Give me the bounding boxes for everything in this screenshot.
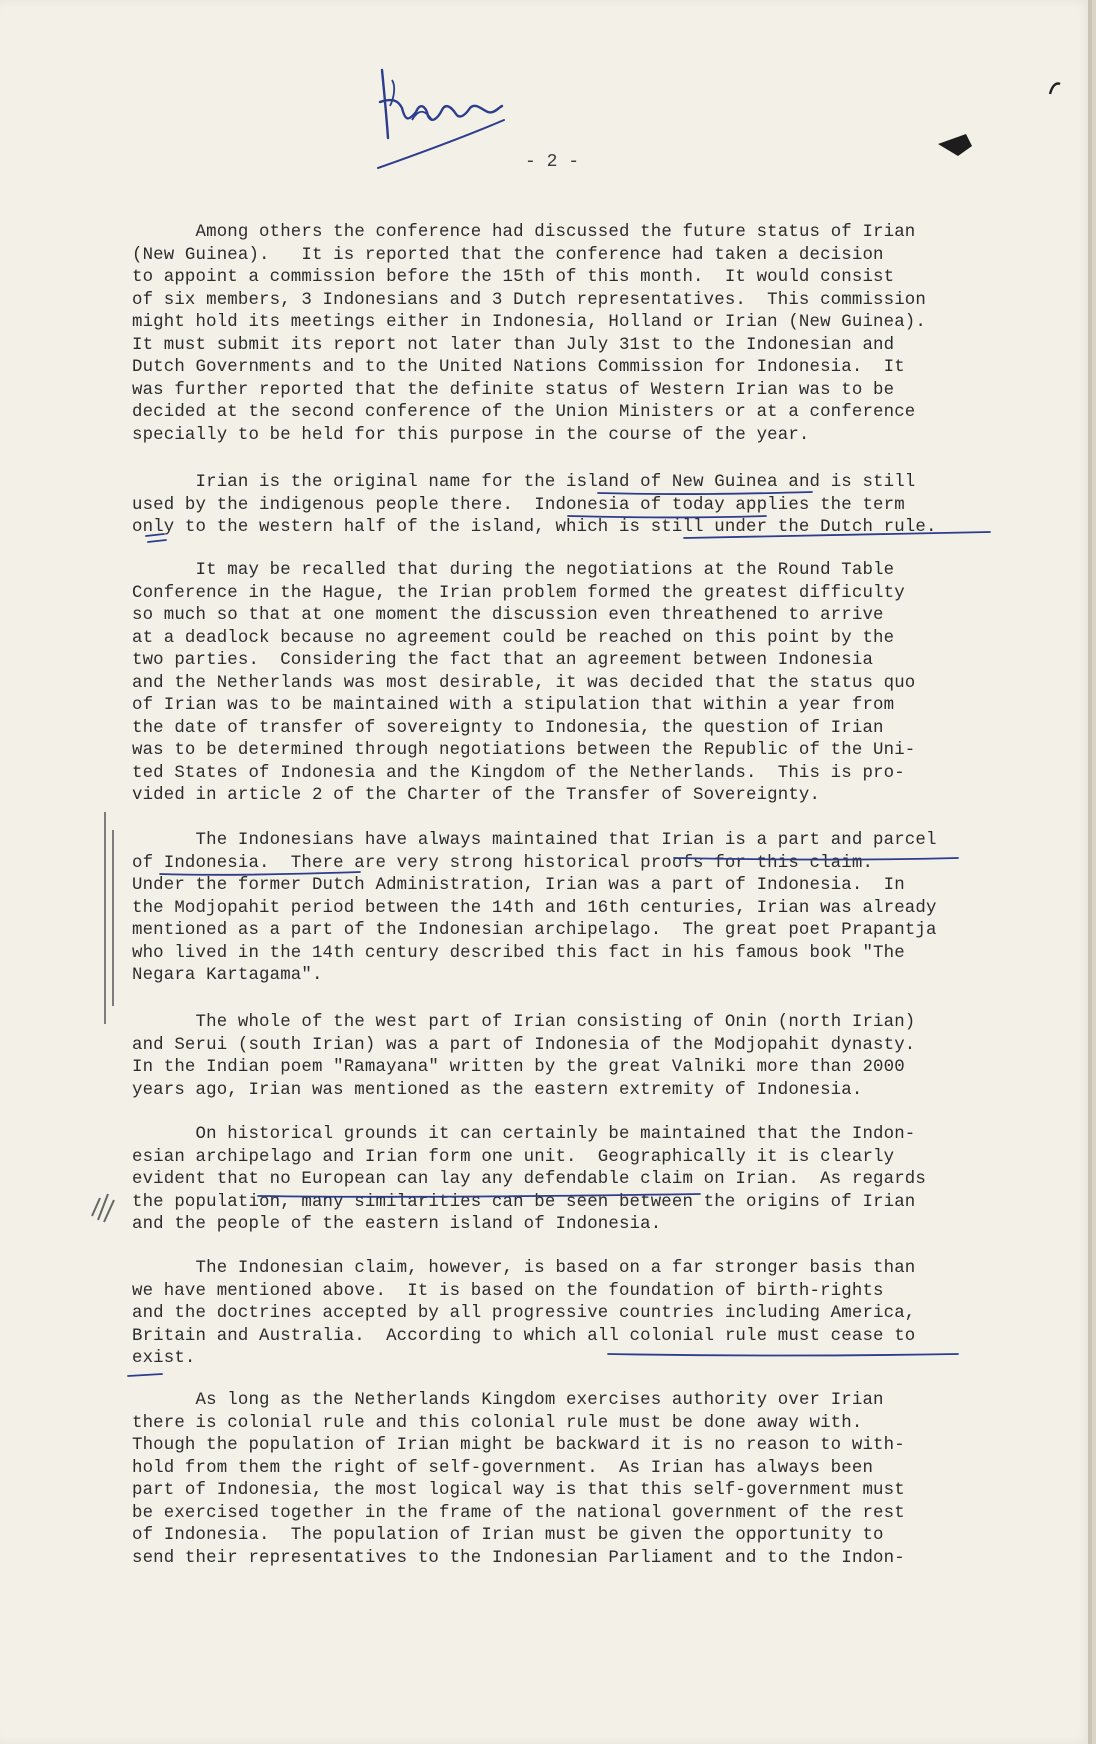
page-number: - 2 - <box>525 152 580 172</box>
paragraph-historical-claim: The Indonesians have always maintained that Irian is a part and parcel of Indonesia. There are very strong historical proofs for this claim. Under the former Dutch Administration, Irian was a part of Indonesia. In the Modjopahit period between the 14th and 16th centuries, Irian was already mentioned as a part of the Indonesian archipelago. The great poet Prapantja who lived in the 14th century described this fact in his famous book "The Negara Kartagama". <box>132 831 937 985</box>
paragraph-round-table: It may be recalled that during the negotiations at the Round Table Conference in the Hague, the Irian problem formed the greatest difficulty so much so that at one moment the discussion even threathened to arrive at a deadlock because no agreement could be reached on this point by the two parties. Considering the fact that an agreement between Indonesia and the Netherlands was most desirable, it was decided that the status quo of Irian was to be maintained with a stipulation that within a year from the date of transfer of sovereignty to Indonesia, the question of Irian was to be determined through negotiations between the Republic of the Uni- ted States of Indonesia and the Kingdom of the Netherlands. This is pro- vided in article 2 of the Charter of the Transfer of Sovereignty. <box>132 561 916 805</box>
paragraph-colonial-rule: As long as the Netherlands Kingdom exercises authority over Irian there is colonial rule and this colonial rule must be done away with. Though the population of Irian might be backward it is no reason to with- hold from them the right of self-government. As Irian has always been part of Indonesia, the most logical way is that this self-government must be exercised together in the frame of the national government of the rest of Indonesia. The population of Irian must be given the opportunity to send their representatives to the Indonesian Parliament and to the Indon- <box>132 1391 905 1568</box>
ink-blot-mark <box>936 130 976 160</box>
paragraph-conference-status: Among others the conference had discussed the future status of Irian (New Guinea). It is reported that the conference had taken a decision to appoint a commission before the 15th of this month. It would consist of six members, 3 Indonesians and 3 Dutch representatives. This commission might hold its meetings either in Indonesia, Holland or Irian (New Guinea). It must submit its report not later than July 31st to the Indonesian and Dutch Governments and to the United Nations Commission for Indonesia. It was further reported that the definite status of Western Irian was to be decided at the second conference of the Union Ministers or at a conference specially to be held for this purpose in the course of the year. <box>132 223 926 445</box>
margin-line-inner <box>112 830 114 1006</box>
margin-line-left <box>104 812 106 1024</box>
margin-scribble <box>86 1186 120 1226</box>
page-edge <box>1088 0 1092 1744</box>
pen-tick-mark <box>1046 78 1066 98</box>
paragraph-irian-name: Irian is the original name for the island of New Guinea and is still used by the indigenous people there. Indonesia of today applies the term only to the western half of the island, which is still under the Dutch rule. <box>132 473 937 537</box>
paragraph-geographic-unit: On historical grounds it can certainly be maintained that the Indon- esian archipelago and Irian form one unit. Geographically it is clearly evident that no European can lay any defendable claim on Irian. As regards the population, many similarities can be seen between the origins of Irian and the people of the eastern island of Indonesia. <box>132 1125 926 1234</box>
paragraph-birth-rights: The Indonesian claim, however, is based on a far stronger basis than we have mentioned above. It is based on the foundation of birth-rights and the doctrines accepted by all progressive countries including America, Britain and Australia. According to which all colonial rule must cease to exist. <box>132 1259 916 1368</box>
paragraph-modjopahit: The whole of the west part of Irian consisting of Onin (north Irian) and Serui (south Irian) was a part of Indonesia of the Modjopahit dynasty. In the Indian poem "Ramayana" written by the great Valniki more than 2000 years ago, Irian was mentioned as the eastern extremity of Indonesia. <box>132 1013 916 1100</box>
handwritten-initials <box>372 50 512 170</box>
